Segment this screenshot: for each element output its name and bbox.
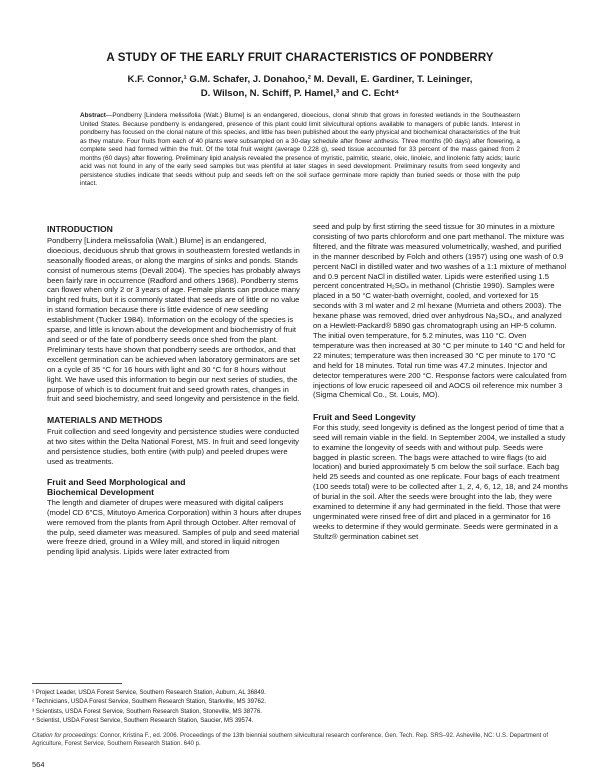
- lipid-methods-text: seed and pulp by first stirring the seed tissue for 30 minutes in a mixture consisting of two parts chloroform and one part methanol. The mixture was filtered, and the filtrate was measured volumetrically, washed, and purified in the manner described by Folch and others (1957) using one wash of 0.9 percent NaCl in distilled water and two washes of a 1:1 mixture of methanol and 0.9 percent NaCl in distilled water. Lipids were esterified using 1.5 percent concentrated H₂SO₄ in methanol (Christie 1990). Samples were placed in a 50 °C water-bath overnight, cooled, and vortexed for 15 seconds with 3 ml water and 2 ml hexane (Murrieta and others 2003). The hexane phase was removed, dried over anhydrous Na₂SO₄, and analyzed on a Hewlett-Packard® 5890 gas chromatograph using an HP-5 column. The initial oven temperature, for 5.2 minutes, was 110 °C. Oven temperature was then increased at 30 °C per minute to 140 °C and held for 22 minutes; temperature was then increased 30 °C per minute to 170 °C and held for 18 minutes. Total run time was 47.2 minutes. Injector and detector temperatures were 200 °C. Response factors were calculated from injections of low erucic rapeseed oil and AOCS oil reference mix number 3 (Sigma Chemical Co., St. Louis, MO).: [313, 222, 567, 400]
- left-column: [47, 225, 302, 557]
- methods-text: Fruit collection and seed longevity and persistence studies were conducted at two sites within the Delta National Forest, MS. In fruit and seed longevity and persistence studies, both entire (with pulp) and peeled drupes were used as treatments.: [47, 427, 300, 466]
- morphology-text: The length and diameter of drupes were measured with digital calipers (model CD 6"CS, Mitutoyo America Corporation) within 3 hours after drupes were removed from the plants from April through October. After removal of the pulp, seed diameter was measured. Samples of pulp and seed material were freeze dried, ground in a Wiley mill, and stored in liquid nitrogen pending lipid analysis. Lipids were later extracted from: [47, 497, 302, 557]
- abstract-text: —Pondberry [Lindera melissifolia (Walt.) Blume] is an endangered, dioecious, clonal shrub that grows in forested wetlands in the Southeastern United States. Because pondberry is endangered, presence of this plant could limit silvicultural options available to managers of public lands. Interest in pondberry has focused on the clonal nature of this species, and little has been published about the early physical and biochemical characteristics of the fruit as they mature. Four fruits from each of 40 plants were subsampled on a 30-day schedule after flower anthesis. Three months (90 days) after flowering, a complete seed had formed within the fruit. Of the total fruit weight (average 0.228 g), seed tissue accounted for 33 percent of the mass gained from 2 months (60 days) after flowering. Preliminary lipid analysis revealed the presence of myristic, palmitic, stearic, oleic, linoleic, and linolenic fatty acids; lauric acid was not found in any of the early seed samples but was plentiful at later stages in seed development. Preliminary results from seed longevity and persistence studies indicate that seeds without pulp and seeds left on the soil surface germinate more rapidly than buried seeds or those with the pulp intact.: [80, 112, 520, 188]
- longevity-heading: Fruit and Seed Longevity: [313, 412, 416, 423]
- author-line-1: K.F. Connor,¹ G.M. Schafer, J. Donahoo,² M. Devall, E. Gardiner, T. Leininger,: [127, 74, 473, 85]
- introduction-text: Pondberry [Lindera melissafolia (Walt.) Blume] is an endangered, dioecious, deciduous shrub that grows in southeastern forested wetlands in seasonally flooded areas, or along the margins of sinks and ponds. Stands consist of numerous stems (Devall 2004). The species has probably always been fairly rare in occurrence (Radford and others 1968). Pondberry stems can flower when only 2 or 3 years of age. Female plants can produce many bright red fruits, but it is commonly stated that seeds are of little or no value in stand formation because there is little evidence of new seedling establishment (Tucker 1984). Information on the ecology of the species is sparse, and little is known about the development and biochemistry of fruit and seed or of the fate of pondberry seeds once shed from the plant. Preliminary tests have shown that pondberry seeds are orthodox, and that excellent germination can be achieved when laboratory germinators are set on a cycle of 35 °C for 16 hours with light and 30 °C for 8 hours without light. We have used this information to begin our next series of studies, the purpose of which is to document fruit and seed growth rates, changes in fruit and seed biochemistry, and seed longevity and persistence in the field.: [47, 235, 301, 404]
- methods-heading: MATERIALS AND METHODS: [47, 415, 163, 426]
- right-column: [313, 222, 568, 542]
- footnote-3: ³ Scientists, USDA Forest Service, Southern Research Station, Stoneville, MS 38776.: [32, 707, 262, 715]
- citation-label: Citation for proceedings:: [32, 732, 99, 739]
- longevity-text: For this study, seed longevity is defined as the longest period of time that a seed will remain viable in the field. In September 2004, we installed a study to examine the longevity of seeds with and without pulp. Seeds were bagged in plastic screen. The bags were attached to wire flags (to aid location) and buried approximately 5 cm below the soil surface. Each bag held 25 seeds and counted as one replicate. Four bags of each treatment (100 seeds total) were to be collected after 1, 2, 4, 6, 12, 18, and 24 months of burial in the soil. After the seeds were brought into the lab, they were examined to determine if any had germinated in the field. Those that were ungerminated were rinsed free of dirt and placed in a germinator for 16 weeks to determine if they would germinate. Seeds were germinated in a Stultz® germination cabinet set: [313, 422, 568, 541]
- citation: [32, 732, 552, 749]
- introduction-heading: INTRODUCTION: [47, 224, 113, 234]
- author-line-2: D. Wilson, N. Schiff, P. Hamel,³ and C. Echt⁴: [200, 87, 400, 99]
- morphology-heading-line-1: Fruit and Seed Morphological and: [47, 476, 186, 487]
- footnote-2: ² Technicians, USDA Forest Service, Southern Research Station, Starkville, MS 39762.: [32, 698, 266, 706]
- abstract-label: Abstract: [80, 112, 106, 119]
- footnote-1: ¹ Project Leader, USDA Forest Service, Southern Research Station, Auburn, AL 36849.: [32, 689, 266, 696]
- footnote-4: ⁴ Scientist, USDA Forest Service, Southern Research Station, Saucier, MS 39574.: [32, 716, 254, 724]
- footnotes: [32, 688, 452, 725]
- author-list: [70, 73, 530, 100]
- paper-title: A STUDY OF THE EARLY FRUIT CHARACTERISTICS OF PONDBERRY: [106, 52, 494, 64]
- citation-text: Connor, Kristina F., ed. 2006. Proceedings of the 13th biennial southern silvicultural research conference. Gen. Tech. Rep. SRS–92. Asheville, NC: U.S. Department of Agriculture, Forest Service, Southern Research Station. 640 p.: [32, 732, 549, 748]
- footnote-rule: [32, 683, 122, 684]
- morphology-heading-line-2: Biochemical Development: [47, 487, 154, 498]
- page-number: 564: [32, 760, 45, 769]
- abstract: [80, 112, 520, 189]
